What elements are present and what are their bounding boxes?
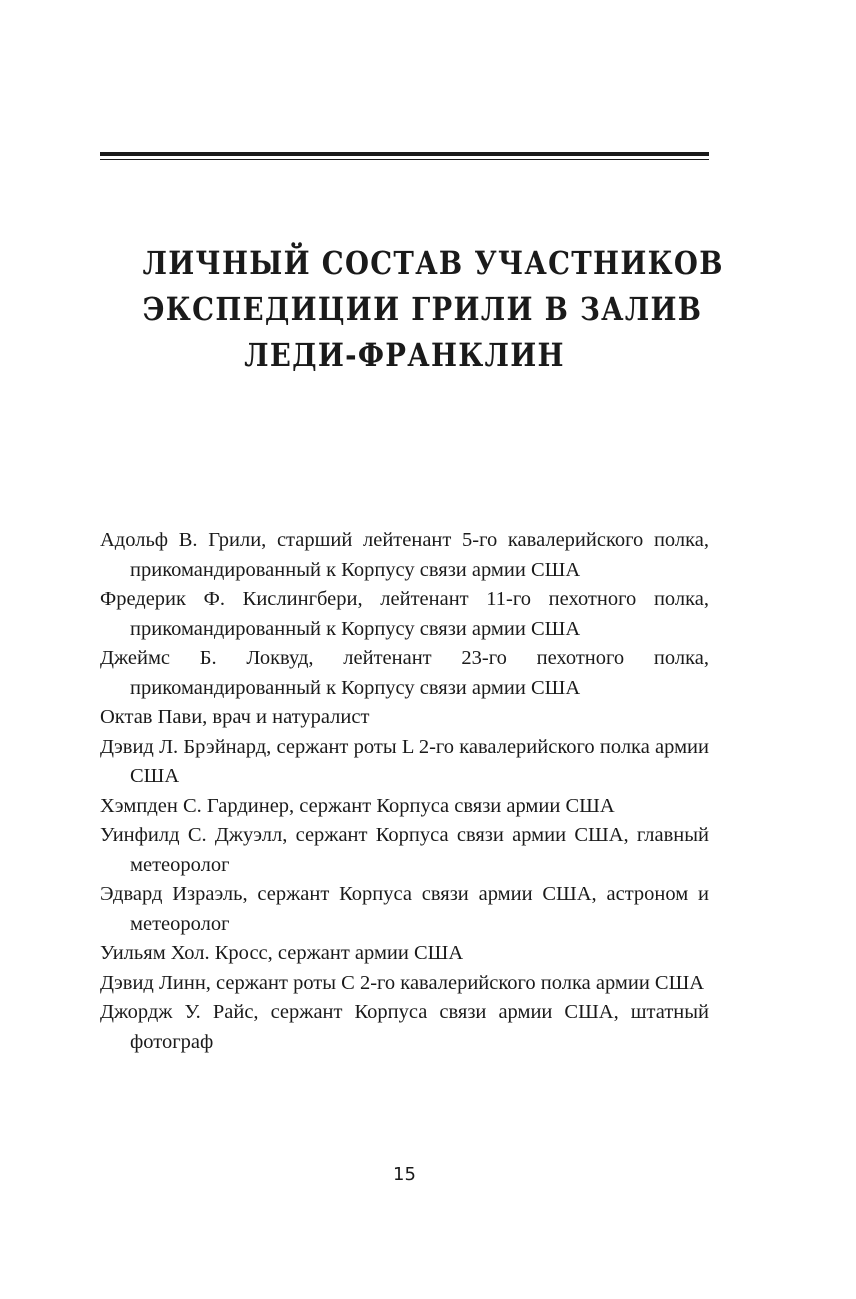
roster-entry: Джордж У. Райс, сержант Корпуса связи армии США, штатный фотограф [100, 1001, 709, 1053]
roster-entry: Джеймс Б. Локвуд, лейтенант 23-го пехотного полка, прикомандированный к Корпусу связи армии США [100, 647, 709, 699]
chapter-title [142, 240, 724, 378]
roster-entry: Хэмпден С. Гардинер, сержант Корпуса связи армии США [100, 794, 615, 817]
roster-entry: Эдвард Израэль, сержант Корпуса связи армии США, астроном и метеоролог [100, 883, 709, 935]
roster-entry: Дэвид Линн, сержант роты С 2-го кавалерийского полка армии США [100, 971, 705, 994]
roster-entry: Дэвид Л. Брэйнард, сержант роты L 2-го кавалерийского полка армии США [100, 735, 709, 787]
header-rule-thick [100, 152, 709, 156]
chapter-title-line: ЭКСПЕДИЦИИ ГРИЛИ В ЗАЛИВ [142, 290, 703, 328]
roster-entry: Адольф В. Грили, старший лейтенант 5-го кавалерийского полка, прикомандированный к Корпусу связи армии США [100, 529, 709, 581]
chapter-title-line: ЛИЧНЫЙ СОСТАВ УЧАСТНИКОВ [142, 244, 724, 282]
roster-entry: Уильям Хол. Кросс, сержант армии США [100, 942, 464, 964]
expedition-roster [100, 526, 709, 1057]
header-rule-thin [100, 159, 709, 160]
roster-entry: Фредерик Ф. Кислингбери, лейтенант 11-го пехотного полка, прикомандированный к Корпусу связи армии США [100, 588, 709, 640]
roster-entry: Уинфилд С. Джуэлл, сержант Корпуса связи армии США, главный метеоролог [100, 824, 709, 876]
roster-entry: Октав Пави, врач и натуралист [100, 706, 370, 728]
page-number: 15 [393, 1164, 416, 1185]
chapter-title-line: ЛЕДИ-ФРАНКЛИН [244, 336, 565, 374]
